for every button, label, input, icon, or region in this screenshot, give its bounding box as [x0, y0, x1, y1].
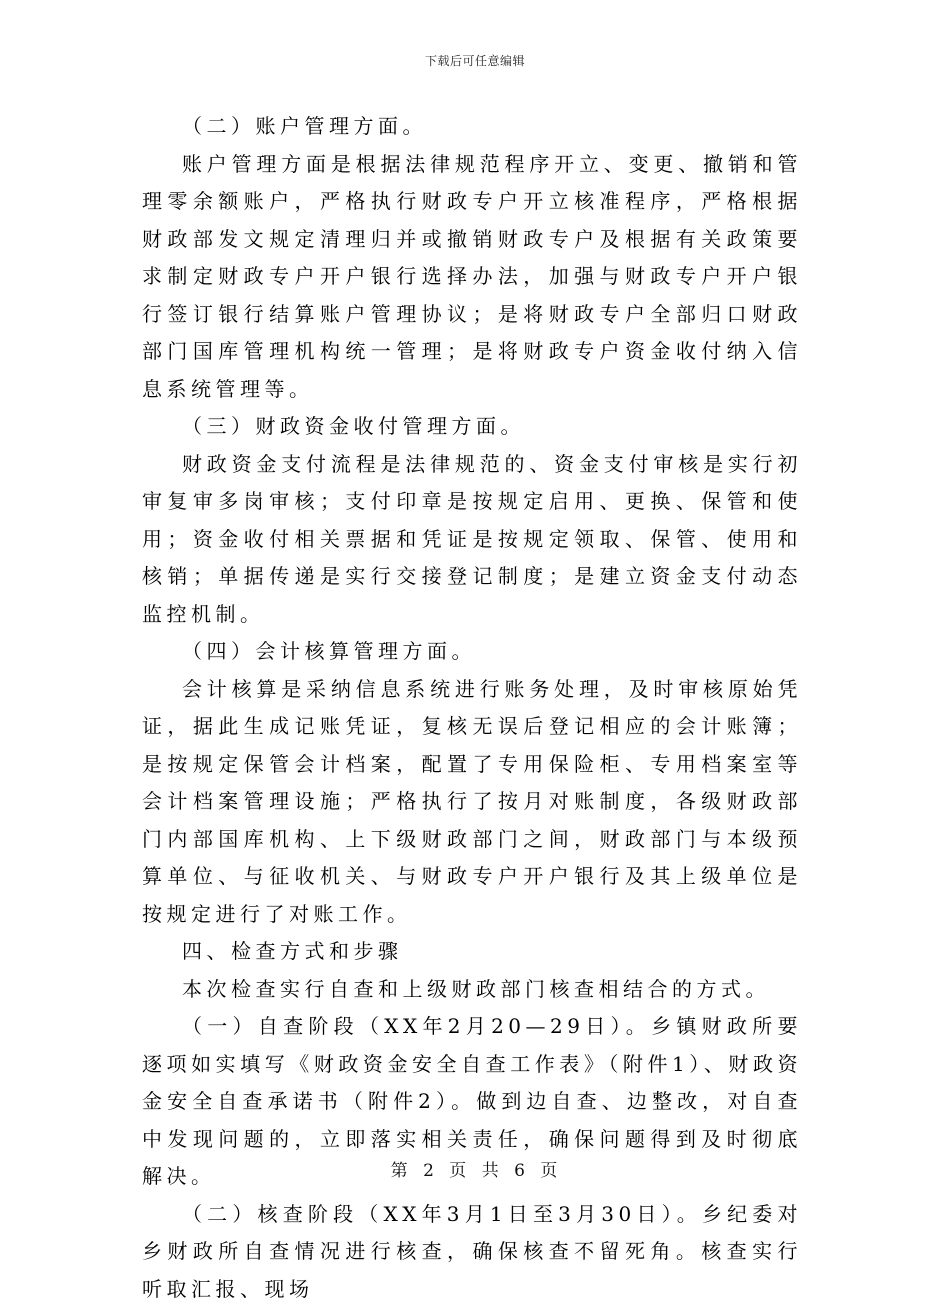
section-heading-inspection-method: 四、检查方式和步骤	[142, 933, 802, 971]
paragraph-accounting: 会计核算是采纳信息系统进行账务处理，及时审核原始凭证，据此生成记账凭证，复核无误后登记相应的会计账簿；是按规定保管会计档案，配置了专用保险柜、专用档案室等会计档案管理设施；严格执行了按月对账制度，各级财政部门内部国库机构、上下级财政部门之间，财政部门与本级预算单位、与征收机关、与财政专户开户银行及其上级单位是按规定进行了对账工作。	[142, 671, 802, 934]
section-heading-account-management: （二）账户管理方面。	[142, 108, 802, 146]
paragraph-account-management: 账户管理方面是根据法律规范程序开立、变更、撤销和管理零余额账户，严格执行财政专户开立核准程序，严格根据财政部发文规定清理归并或撤销财政专户及根据有关政策要求制定财政专户开户银行选择办法，加强与财政专户开户银行签订银行结算账户管理协议；是将财政专户全部归口财政部门国库管理机构统一管理；是将财政专户资金收付纳入信息系统管理等。	[142, 146, 802, 409]
section-heading-accounting: （四）会计核算管理方面。	[142, 633, 802, 671]
paragraph-fund-payment: 财政资金支付流程是法律规范的、资金支付审核是实行初审复审多岗审核；支付印章是按规定启用、更换、保管和使用；资金收付相关票据和凭证是按规定领取、保管、使用和核销；单据传递是实行交接登记制度；是建立资金支付动态监控机制。	[142, 446, 802, 634]
page-header: 下载后可任意编辑	[0, 52, 950, 69]
paragraph-inspection-method: 本次检查实行自查和上级财政部门核查相结合的方式。	[142, 971, 802, 1009]
page-number: 第 2 页 共 6 页	[0, 1156, 950, 1181]
document-body	[142, 108, 802, 1308]
section-heading-fund-payment: （三）财政资金收付管理方面。	[142, 408, 802, 446]
paragraph-self-inspection: （一）自查阶段（XX年2月20—29日）。乡镇财政所要逐项如实填写《财政资金安全自查工作表》（附件1）、财政资金安全自查承诺书（附件2）。做到边自查、边整改，对自查中发现问题的，立即落实相关责任，确保问题得到及时彻底解决。	[142, 1008, 802, 1196]
paragraph-verification: （二）核查阶段（XX年3月1日至3月30日）。乡纪委对乡财政所自查情况进行核查，确保核查不留死角。核查实行听取汇报、现场	[142, 1196, 802, 1308]
